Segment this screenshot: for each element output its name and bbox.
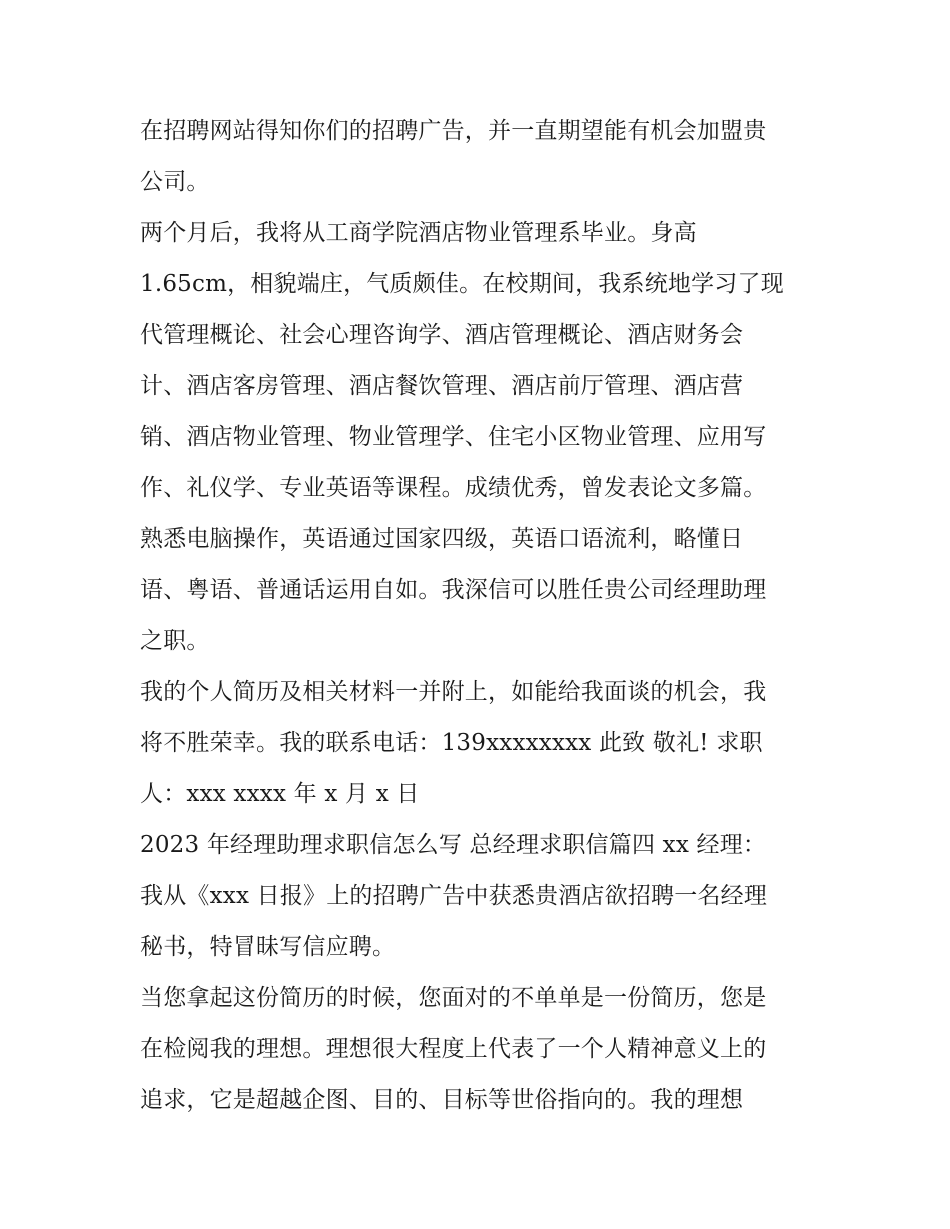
text-line: 两个月后，我将从工商学院酒店物业管理系毕业。身高: [140, 220, 697, 246]
text-line: 作、礼仪学、专业英语等课程。成绩优秀，曾发表论文多篇。: [140, 475, 767, 501]
text-line: 在检阅我的理想。理想很大程度上代表了一个人精神意义上的: [140, 1036, 767, 1062]
text-line: 我从《xxx 日报》上的招聘广告中获悉贵酒店欲招聘一名经理: [140, 883, 768, 909]
text-line: 追求，它是超越企图、目的、目标等世俗指向的。我的理想: [140, 1087, 744, 1113]
text-line: 熟悉电脑操作，英语通过国家四级，英语口语流利，略懂日: [140, 526, 744, 552]
text-line: 秘书，特冒昧写信应聘。: [140, 934, 396, 960]
text-line: 将不胜荣幸。我的联系电话：139xxxxxxxx 此致 敬礼! 求职: [140, 730, 763, 756]
text-line: 之职。: [140, 628, 210, 654]
text-line: 代管理概论、社会心理咨询学、酒店管理概论、酒店财务会: [140, 322, 744, 348]
text-line: 2023 年经理助理求职信怎么写 总经理求职信篇四 xx 经理：: [140, 832, 767, 858]
text-line: 销、酒店物业管理、物业管理学、住宅小区物业管理、应用写: [140, 424, 767, 450]
text-line: 计、酒店客房管理、酒店餐饮管理、酒店前厅管理、酒店营: [140, 373, 744, 399]
text-line: 公司。: [140, 169, 210, 195]
text-line: 1.65cm，相貌端庄，气质颇佳。在校期间，我系统地学习了现: [140, 271, 784, 297]
text-line: 当您拿起这份简历的时候，您面对的不单单是一份简历，您是: [140, 985, 767, 1011]
letter-body: [140, 106, 820, 1126]
text-line: 我的个人简历及相关材料一并附上，如能给我面谈的机会，我: [140, 679, 767, 705]
text-line: 语、粤语、普通话运用自如。我深信可以胜任贵公司经理助理: [140, 577, 767, 603]
text-line: 在招聘网站得知你们的招聘广告，并一直期望能有机会加盟贵: [140, 118, 767, 144]
text-line: 人：xxx xxxx 年 x 月 x 日: [140, 781, 420, 807]
